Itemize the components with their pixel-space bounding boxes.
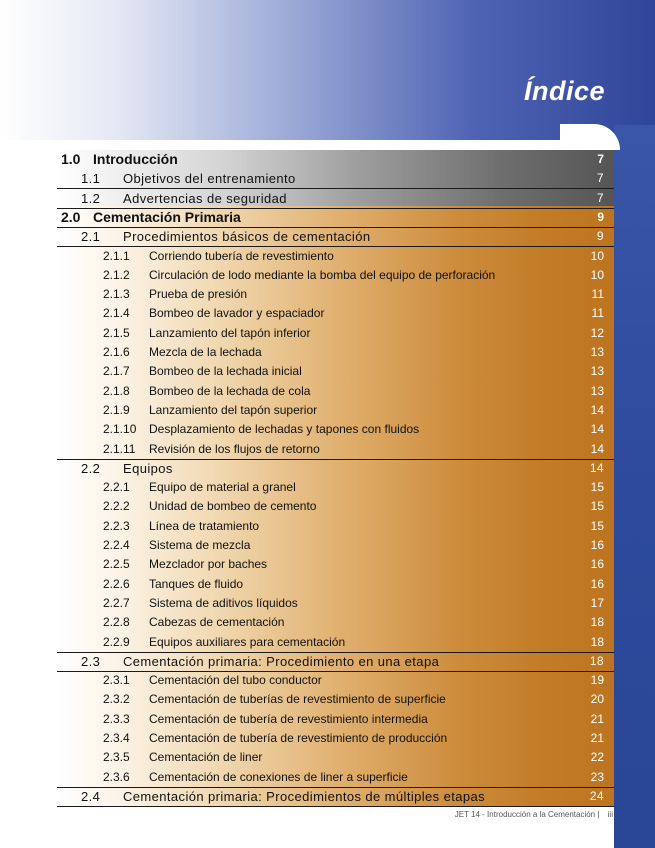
toc-entry-number: 2.2.8 — [103, 615, 130, 630]
toc-entry-number: 2.2.6 — [103, 576, 130, 591]
side-bar — [614, 125, 655, 848]
toc-entry-number: 2.3.1 — [103, 673, 130, 688]
toc-entry-page: 16 — [590, 538, 604, 552]
toc-entry-page: 11 — [591, 287, 604, 302]
toc-entry-title: Introducción — [93, 151, 178, 167]
toc-entry-title: Lanzamiento del tapón superior — [149, 402, 318, 417]
toc-entry[interactable] — [57, 787, 614, 807]
toc-entry[interactable] — [57, 285, 614, 304]
toc-entry-page: 13 — [590, 364, 604, 379]
toc-entry-number: 2.1.2 — [103, 267, 130, 282]
toc-entry-title: Cementación primaria: Procedimientos de múltiples etapas — [123, 788, 486, 804]
toc-entry-number: 1.1 — [81, 171, 101, 187]
toc-entry-title: Bombeo de lavador y espaciador — [149, 306, 325, 321]
toc-entry-title: Línea de tratamiento — [149, 518, 260, 533]
toc-entry[interactable] — [57, 613, 614, 632]
toc-entry[interactable] — [57, 150, 614, 169]
toc-entry[interactable] — [57, 247, 614, 266]
toc-entry-number: 2.3.6 — [103, 769, 130, 784]
toc-entry-number: 2.2 — [81, 460, 101, 476]
toc-entry[interactable] — [57, 517, 614, 536]
toc-entry-page: 17 — [590, 595, 604, 610]
toc-entry-page: 14 — [590, 422, 604, 437]
toc-entry[interactable] — [57, 555, 614, 574]
toc-entry-title: Cementación de conexiones de liner a superficie — [149, 769, 408, 784]
toc-entry-title: Revisión de los flujos de retorno — [149, 441, 320, 456]
toc-entry[interactable] — [57, 729, 614, 748]
toc-entry-title: Mezclador por baches — [149, 557, 268, 572]
toc-entry-number: 2.1.1 — [103, 248, 130, 263]
toc-entry-title: Cementación de tubería de revestimiento de producción — [149, 731, 448, 745]
toc-entry-number: 2.3.3 — [103, 711, 130, 726]
toc-entry-title: Cementación del tubo conductor — [149, 673, 322, 688]
toc-entry-number: 1.2 — [81, 190, 101, 206]
toc-entry-page: 14 — [590, 441, 604, 456]
toc-entry[interactable] — [57, 189, 614, 209]
toc-entry-number: 2.2.2 — [103, 499, 130, 514]
toc-entry-number: 2.1.7 — [103, 364, 130, 379]
toc-entry-title: Advertencias de seguridad — [123, 190, 287, 206]
toc-entry[interactable] — [57, 459, 614, 478]
toc-entry[interactable] — [57, 536, 614, 555]
toc-entry-number: 2.2.3 — [103, 518, 130, 533]
toc-entry-number: 2.3.4 — [103, 731, 130, 745]
toc-entry-number: 2.1.8 — [103, 383, 130, 398]
toc-entry-page: 15 — [590, 499, 604, 514]
toc-entry-page: 7 — [596, 171, 604, 186]
toc-entry-page: 24 — [589, 788, 604, 803]
toc-entry-title: Circulación de lodo mediante la bomba del equipo de perforación — [149, 267, 496, 282]
toc-entry-page: 20 — [590, 692, 604, 707]
toc-entry-number: 2.4 — [81, 788, 101, 804]
toc-entry-number: 2.2.4 — [103, 538, 130, 552]
toc-entry-number: 2.0 — [61, 208, 81, 225]
toc-entry-page: 7 — [597, 152, 604, 166]
toc-entry-page: 18 — [590, 615, 604, 630]
toc-entry-title: Mezcla de la lechada — [149, 345, 262, 359]
toc-entry-title: Sistema de aditivos líquidos — [149, 595, 298, 610]
toc-entry-page: 18 — [590, 634, 604, 649]
toc-entry-title: Equipos — [123, 460, 173, 476]
toc-entry-number: 2.1.6 — [103, 345, 130, 359]
toc-entry-number: 2.1.4 — [103, 306, 130, 321]
toc-entry[interactable] — [57, 362, 614, 381]
footer-page-number: iii — [607, 810, 613, 819]
toc-entry-page: 15 — [590, 480, 604, 495]
toc-entry-title: Equipos auxiliares para cementación — [149, 634, 346, 649]
toc-entry-number: 2.2.5 — [103, 557, 130, 572]
toc-entry-page: 15 — [590, 518, 604, 533]
toc-entry-page: 13 — [590, 383, 604, 398]
toc-entry-title: Cementación de tuberías de revestimiento de superficie — [149, 692, 446, 707]
toc-entry[interactable] — [57, 652, 614, 672]
toc-entry[interactable] — [57, 401, 614, 420]
toc-entry-page: 12 — [590, 325, 604, 340]
toc-entry-title: Procedimientos básicos de cementación — [123, 229, 371, 245]
toc-entry-page: 14 — [589, 460, 604, 475]
toc-entry-page: 21 — [590, 731, 604, 745]
toc-entry-page: 13 — [590, 345, 604, 359]
toc-entry-number: 2.2.7 — [103, 595, 130, 610]
toc-entry[interactable] — [57, 169, 614, 189]
toc-entry-title: Equipo de material a granel — [149, 480, 296, 495]
toc-entry-title: Cementación Primaria — [93, 208, 241, 225]
toc-entry-page: 7 — [596, 190, 604, 205]
toc-entry-number: 2.1.9 — [103, 402, 130, 417]
toc-entry-page: 16 — [590, 576, 604, 591]
toc-entry-title: Bombeo de la lechada de cola — [149, 383, 311, 398]
toc-entry-title: Cementación de liner — [149, 750, 263, 765]
toc-entry-number: 2.1 — [81, 229, 101, 245]
table-of-contents — [57, 150, 614, 807]
header-band — [0, 0, 655, 140]
toc-entry-page: 9 — [597, 209, 604, 224]
toc-entry-number: 1.0 — [61, 151, 81, 167]
toc-entry-page: 16 — [590, 557, 604, 572]
toc-entry-number: 2.2.1 — [103, 480, 130, 495]
footer-text: JET 14 - Introducción a la Cementación | — [454, 810, 600, 819]
toc-entry-page: 9 — [596, 229, 604, 244]
toc-entry-title: Tanques de fluido — [149, 576, 244, 591]
toc-entry-title: Corriendo tubería de revestimiento — [149, 248, 334, 263]
page-title: Índice — [523, 76, 605, 106]
toc-entry-title: Bombeo de la lechada inicial — [149, 364, 302, 379]
toc-entry-page: 22 — [590, 750, 604, 765]
toc-entry-number: 2.3 — [81, 653, 101, 669]
toc-entry[interactable] — [57, 324, 614, 343]
toc-entry[interactable] — [57, 420, 614, 439]
toc-entry[interactable] — [57, 748, 614, 767]
toc-entry[interactable] — [57, 710, 614, 729]
toc-entry-title: Cementación de tubería de revestimiento intermedia — [149, 711, 428, 726]
toc-entry-page: 21 — [590, 711, 604, 726]
toc-entry-title: Desplazamiento de lechadas y tapones con fluidos — [149, 422, 420, 437]
toc-entry-number: 2.2.9 — [103, 634, 130, 649]
toc-entry-number: 2.1.10 — [103, 422, 137, 437]
page-footer — [455, 810, 613, 819]
toc-entry[interactable] — [57, 208, 614, 228]
toc-entry[interactable] — [57, 304, 614, 323]
toc-entry[interactable] — [57, 440, 614, 460]
toc-entry-page: 10 — [590, 267, 604, 282]
toc-entry-title: Objetivos del entrenamiento — [123, 171, 296, 187]
toc-entry-page: 18 — [589, 653, 604, 668]
toc-entry-number: 2.1.11 — [103, 441, 136, 456]
toc-entry-title: Prueba de presión — [149, 287, 248, 302]
toc-entry-number: 2.1.3 — [103, 287, 130, 302]
toc-entry-number: 2.3.2 — [103, 692, 130, 707]
toc-entry-page: 10 — [590, 248, 604, 263]
toc-entry[interactable] — [57, 671, 614, 690]
toc-entry-title: Sistema de mezcla — [149, 538, 251, 552]
toc-entry-page: 14 — [590, 402, 604, 417]
toc-entry[interactable] — [57, 690, 614, 709]
toc-entry[interactable] — [57, 382, 614, 401]
toc-entry-title: Unidad de bombeo de cemento — [149, 499, 317, 514]
toc-entry-number: 2.3.5 — [103, 750, 130, 765]
toc-entry[interactable] — [57, 575, 614, 594]
toc-entry-page: 23 — [590, 769, 604, 784]
toc-entry[interactable] — [57, 768, 614, 788]
toc-entry-number: 2.1.5 — [103, 325, 130, 340]
toc-entry-title: Lanzamiento del tapón inferior — [149, 325, 311, 340]
toc-entry-page: 19 — [590, 673, 604, 688]
toc-entry[interactable] — [57, 497, 614, 516]
toc-entry[interactable] — [57, 266, 614, 285]
toc-entry-title: Cabezas de cementación — [149, 615, 285, 630]
toc-entry-page: 11 — [591, 306, 604, 321]
toc-entry[interactable] — [57, 227, 614, 247]
toc-entry[interactable] — [57, 478, 614, 497]
toc-entry-title: Cementación primaria: Procedimiento en una etapa — [123, 653, 440, 669]
toc-entry[interactable] — [57, 633, 614, 653]
toc-entry[interactable] — [57, 594, 614, 613]
toc-entry[interactable] — [57, 343, 614, 362]
